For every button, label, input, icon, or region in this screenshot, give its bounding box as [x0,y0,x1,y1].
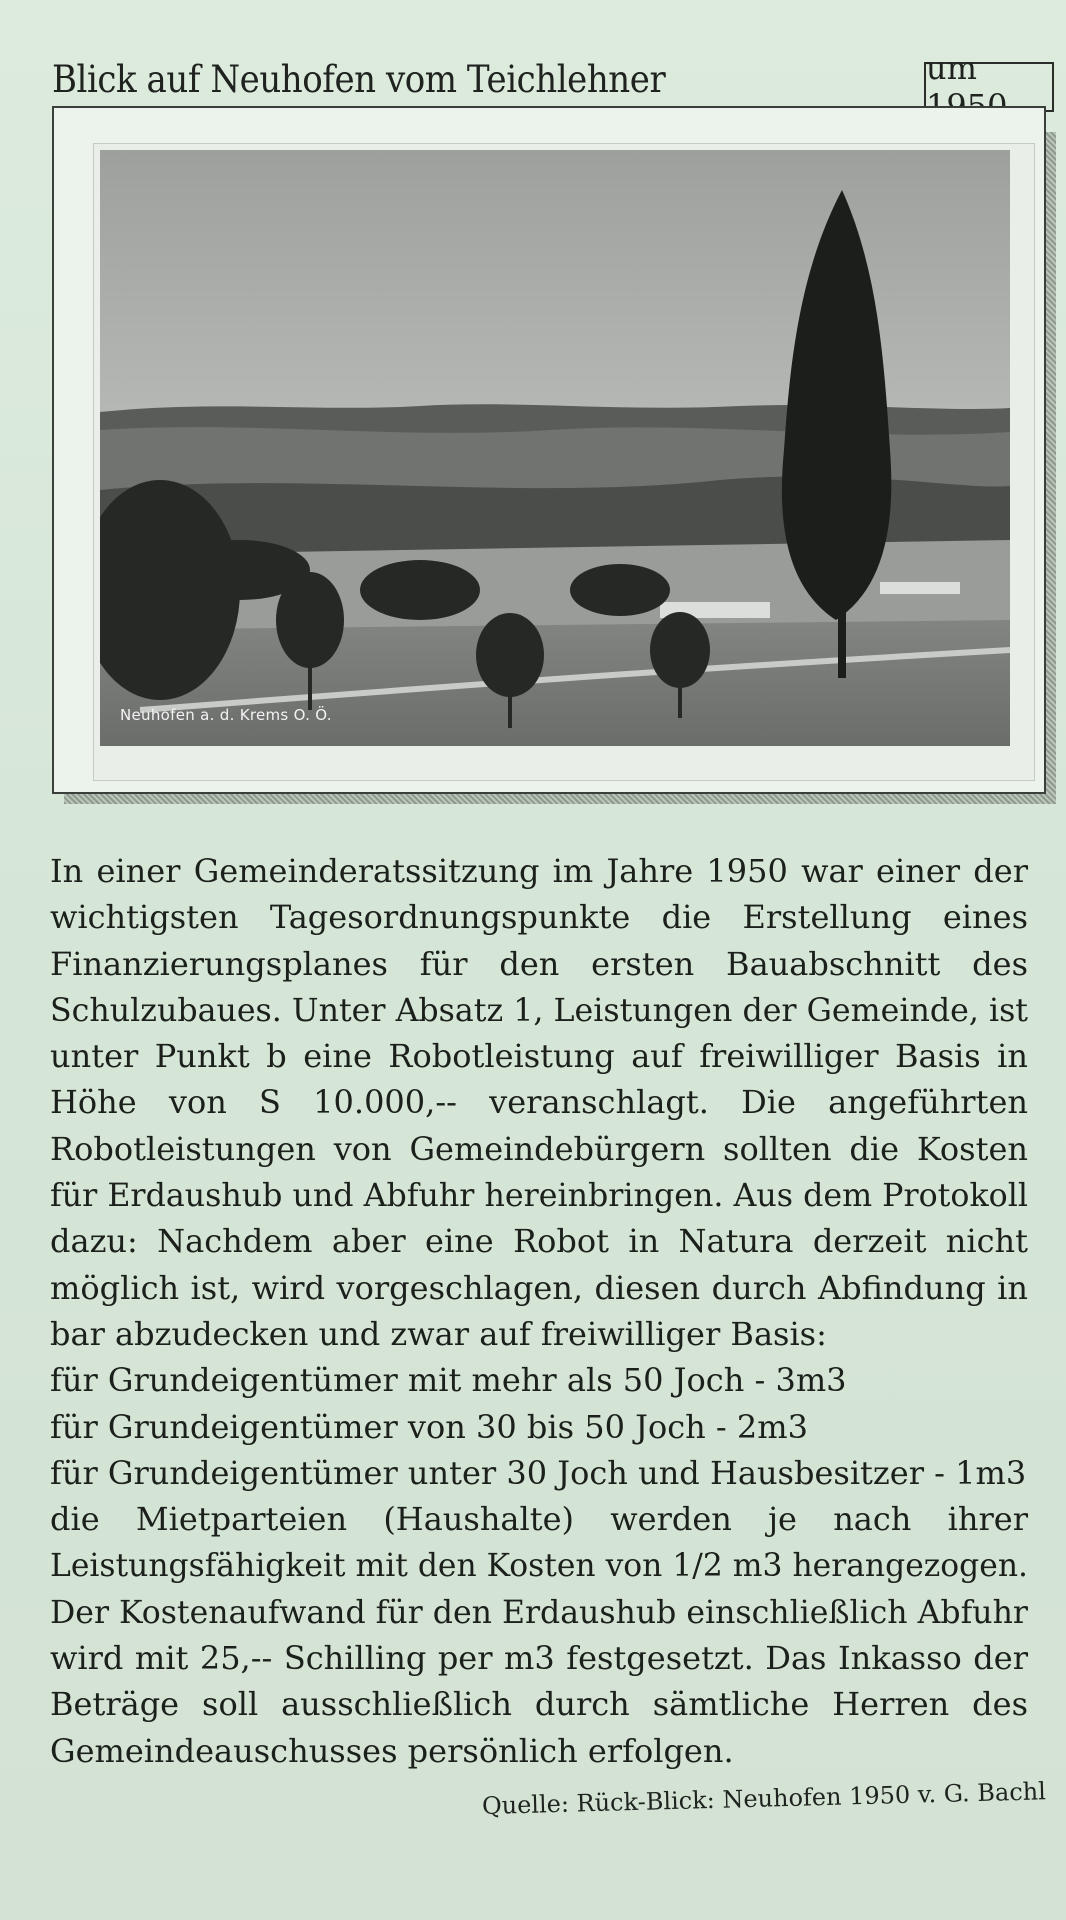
text-line: Leistungsfähigkeit mit den Kosten von 1/2 m3 herangezogen. [50,1546,1028,1585]
text-line: Höhe von S 10.000,-- veranschlagt. Die angeführten [50,1083,1028,1122]
text-line: dazu: Nachdem aber eine Robot in Natura derzeit nicht [50,1222,1028,1261]
photo-caption: Neuhofen a. d. Krems O. Ö. [120,706,332,724]
text-line: In einer Gemeinderatssitzung im Jahre 1950 war einer der [50,852,1028,890]
text-line: Beträge soll ausschließlich durch sämtliche Herren des [50,1685,1028,1724]
text-line: für Grundeigentümer mit mehr als 50 Joch - 3m3 [50,1361,847,1400]
text-line: Schulzubaues. Unter Absatz 1, Leistungen der Gemeinde, ist [50,990,1029,1029]
source-citation: Quelle: Rück-Blick: Neuhofen 1950 v. G. Bachl [481,1777,1047,1820]
text-line: Finanzierungsplanes für den ersten Bauabschnitt des [50,944,1028,983]
text-line: Der Kostenaufwand für den Erdaushub einschließlich Abfuhr [50,1592,1028,1631]
text-line: wichtigsten Tagesordnungspunkte die Erstellung eines [50,898,1028,937]
page-title: Blick auf Neuhofen vom Teichlehner [52,58,666,101]
text-line: bar abzudecken und zwar auf freiwilliger Basis: [50,1314,827,1353]
text-line: für Erdaushub und Abfuhr hereinbringen. Aus dem Protokoll [50,1176,1028,1215]
landscape-picture [100,150,1010,746]
date-badge: um [924,62,1054,112]
historic-photo [100,150,1010,746]
article-text [50,848,1028,1774]
text-line: Gemeindeauschusses persönlich erfolgen. [50,1731,734,1770]
text-line: möglich ist, wird vorgeschlagen, diesen durch Abfindung in [50,1268,1028,1307]
text-line: wird mit 25,-- Schilling per m3 festgesetzt. Das Inkasso der [50,1639,1028,1678]
text-line: für Grundeigentümer unter 30 Joch und Hausbesitzer - 1m3 [50,1453,1027,1492]
text-line: die Mietparteien (Haushalte) werden je nach ihrer [50,1500,1028,1539]
text-line: unter Punkt b eine Robotleistung auf freiwilliger Basis in [50,1037,1028,1076]
photo-frame [52,106,1046,794]
text-line: Robotleistungen von Gemeindebürgern sollten die Kosten [50,1129,1028,1168]
text-line: für Grundeigentümer von 30 bis 50 Joch - 2m3 [50,1407,808,1446]
